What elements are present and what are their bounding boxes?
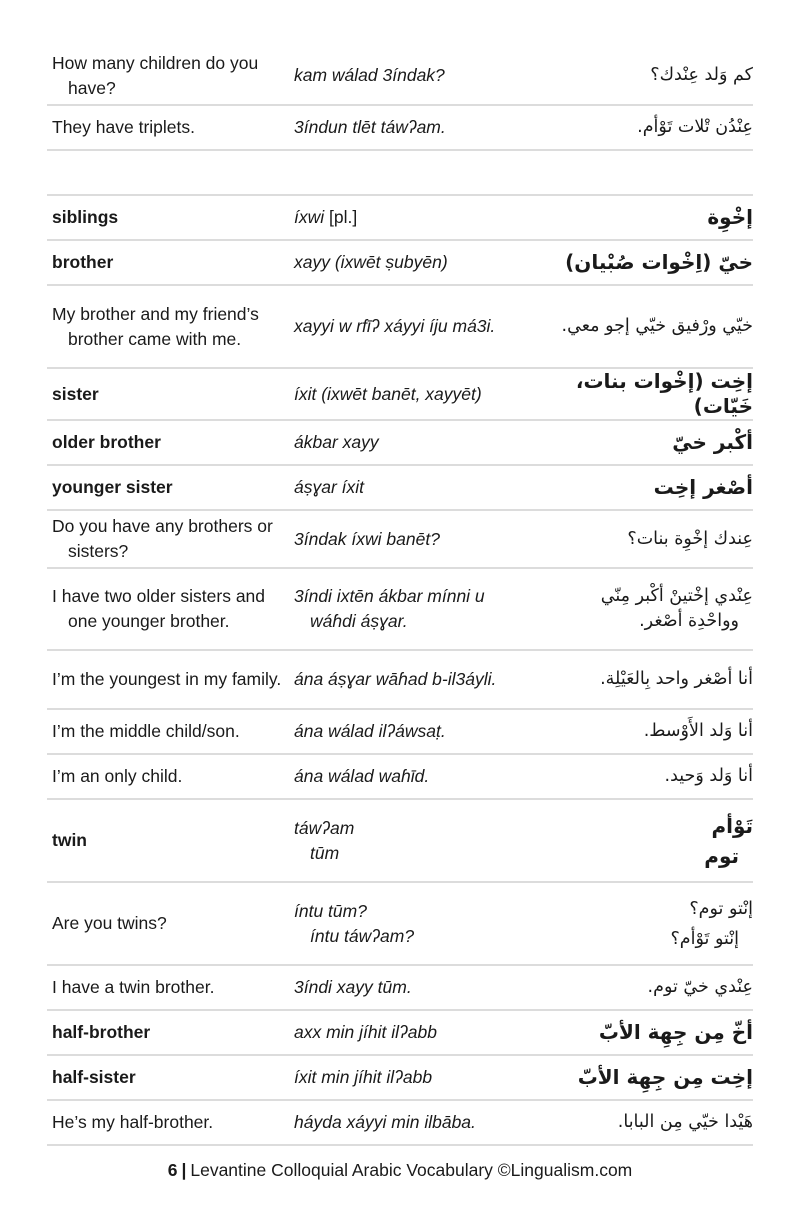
english-cell: Do you have any brothers or sisters? [47, 510, 292, 568]
english-cell: I’m the youngest in my family. [47, 650, 292, 709]
table-row [47, 650, 753, 709]
transliteration-cell: xayy (ixwēt ṣubyēn) [292, 240, 524, 285]
transliteration-cell: axx min jíhit ilʔabb [292, 1010, 524, 1055]
table-row [47, 568, 753, 650]
arabic-cell: عِنْدُن تْلات تَوْأم. [524, 105, 753, 150]
english-cell: How many children do you have? [47, 47, 292, 105]
english-cell: twin [47, 799, 292, 882]
table-row [47, 368, 753, 420]
arabic-cell: أنا وَلد الأَوْسط. [524, 709, 753, 754]
footer-separator: | [181, 1160, 187, 1180]
table-row [47, 195, 753, 240]
page-footer [0, 1160, 800, 1181]
arabic-cell: إخِت مِن جِهِة الأبّ [524, 1055, 753, 1100]
table-row [47, 799, 753, 882]
table-row [47, 47, 753, 105]
english-cell: He’s my half-brother. [47, 1100, 292, 1145]
table-row [47, 105, 753, 150]
transliteration-cell: 3índi ixtēn ákbar mínni u wáɦdi áṣɣar. [292, 568, 524, 650]
english-cell: I’m the middle child/son. [47, 709, 292, 754]
arabic-cell: خيّ (اِخْوات صُبْيان) [524, 240, 753, 285]
english-cell: sister [47, 368, 292, 420]
english-cell: They have triplets. [47, 105, 292, 150]
arabic-cell: إخِت (إخْوات بنات، خَيّات) [524, 368, 753, 420]
transliteration-cell: ákbar xayy [292, 420, 524, 465]
arabic-cell: عِنْدي خيّ توم. [524, 965, 753, 1010]
arabic-cell: عِندك إخْوِة بنات؟ [524, 510, 753, 568]
english-cell: brother [47, 240, 292, 285]
footer-copyright: Levantine Colloquial Arabic Vocabulary ©Lingualism.com [190, 1160, 633, 1180]
english-cell: half-sister [47, 1055, 292, 1100]
arabic-cell: أنا وَلد وَحيد. [524, 754, 753, 799]
english-cell: I have two older sisters and one younger brother. [47, 568, 292, 650]
arabic-cell: إخْوِة [524, 195, 753, 240]
table-row [47, 965, 753, 1010]
english-cell: older brother [47, 420, 292, 465]
arabic-cell: إنْتو توم؟ إنْتو تَوْأم؟ [524, 882, 753, 965]
arabic-cell: عِنْدي إخْتينْ أكْبر مِنّي وواحْدِة أصْغر. [524, 568, 753, 650]
table-row [47, 1055, 753, 1100]
english-cell: Are you twins? [47, 882, 292, 965]
arabic-cell: خيّي ورْفيق خيّي إجو معي. [524, 285, 753, 368]
page-number: 6 [167, 1160, 178, 1180]
transliteration-cell: háyda xáyyi min ilbāba. [292, 1100, 524, 1145]
vocab-table-siblings [47, 194, 753, 1146]
arabic-cell: تَوْأم توم [524, 799, 753, 882]
transliteration-cell: 3índun tlēt táwʔam. [292, 105, 524, 150]
arabic-cell: أصْغر إخِت [524, 465, 753, 510]
english-cell: I have a twin brother. [47, 965, 292, 1010]
transliteration-cell: ána wálad waɦīd. [292, 754, 524, 799]
table-row [47, 285, 753, 368]
english-cell: half-brother [47, 1010, 292, 1055]
english-cell: siblings [47, 195, 292, 240]
transliteration-cell: ána wálad ilʔáwsaṭ. [292, 709, 524, 754]
transliteration-cell: kam wálad 3índak? [292, 47, 524, 105]
transliteration-cell: xayyi w rfīʔ xáyyi íju má3i. [292, 285, 524, 368]
transliteration-cell: 3índak íxwi banēt? [292, 510, 524, 568]
table-row [47, 465, 753, 510]
table-row [47, 709, 753, 754]
arabic-cell: أنا أصْغر واحد بِالعَيْلِة. [524, 650, 753, 709]
table-row [47, 1010, 753, 1055]
vocab-table-top [47, 47, 753, 151]
table-row [47, 420, 753, 465]
transliteration-cell: áṣɣar íxit [292, 465, 524, 510]
english-cell: I’m an only child. [47, 754, 292, 799]
transliteration-cell: táwʔam tūm [292, 799, 524, 882]
english-cell: My brother and my friend’s brother came with me. [47, 285, 292, 368]
transliteration-cell: íxwi [pl.] [292, 195, 524, 240]
english-cell: younger sister [47, 465, 292, 510]
plural-note: [pl.] [329, 207, 358, 227]
arabic-cell: أكْبر خيّ [524, 420, 753, 465]
transliteration-cell: íxit min jíhit ilʔabb [292, 1055, 524, 1100]
arabic-cell: كم وَلد عِنْدك؟ [524, 47, 753, 105]
transliteration-cell: íxit (ixwēt banēt, xayyēt) [292, 368, 524, 420]
arabic-cell: هَيْدا خيّي مِن البابا. [524, 1100, 753, 1145]
arabic-cell: أخّ مِن جِهِة الأبّ [524, 1010, 753, 1055]
transliteration-cell: 3índi xayy tūm. [292, 965, 524, 1010]
table-row [47, 754, 753, 799]
table-row [47, 240, 753, 285]
table-row [47, 510, 753, 568]
transliteration-cell: íntu tūm? íntu táwʔam? [292, 882, 524, 965]
table-row [47, 1100, 753, 1145]
table-row [47, 882, 753, 965]
transliteration-cell: ána áṣɣar wāɦad b-il3áyli. [292, 650, 524, 709]
